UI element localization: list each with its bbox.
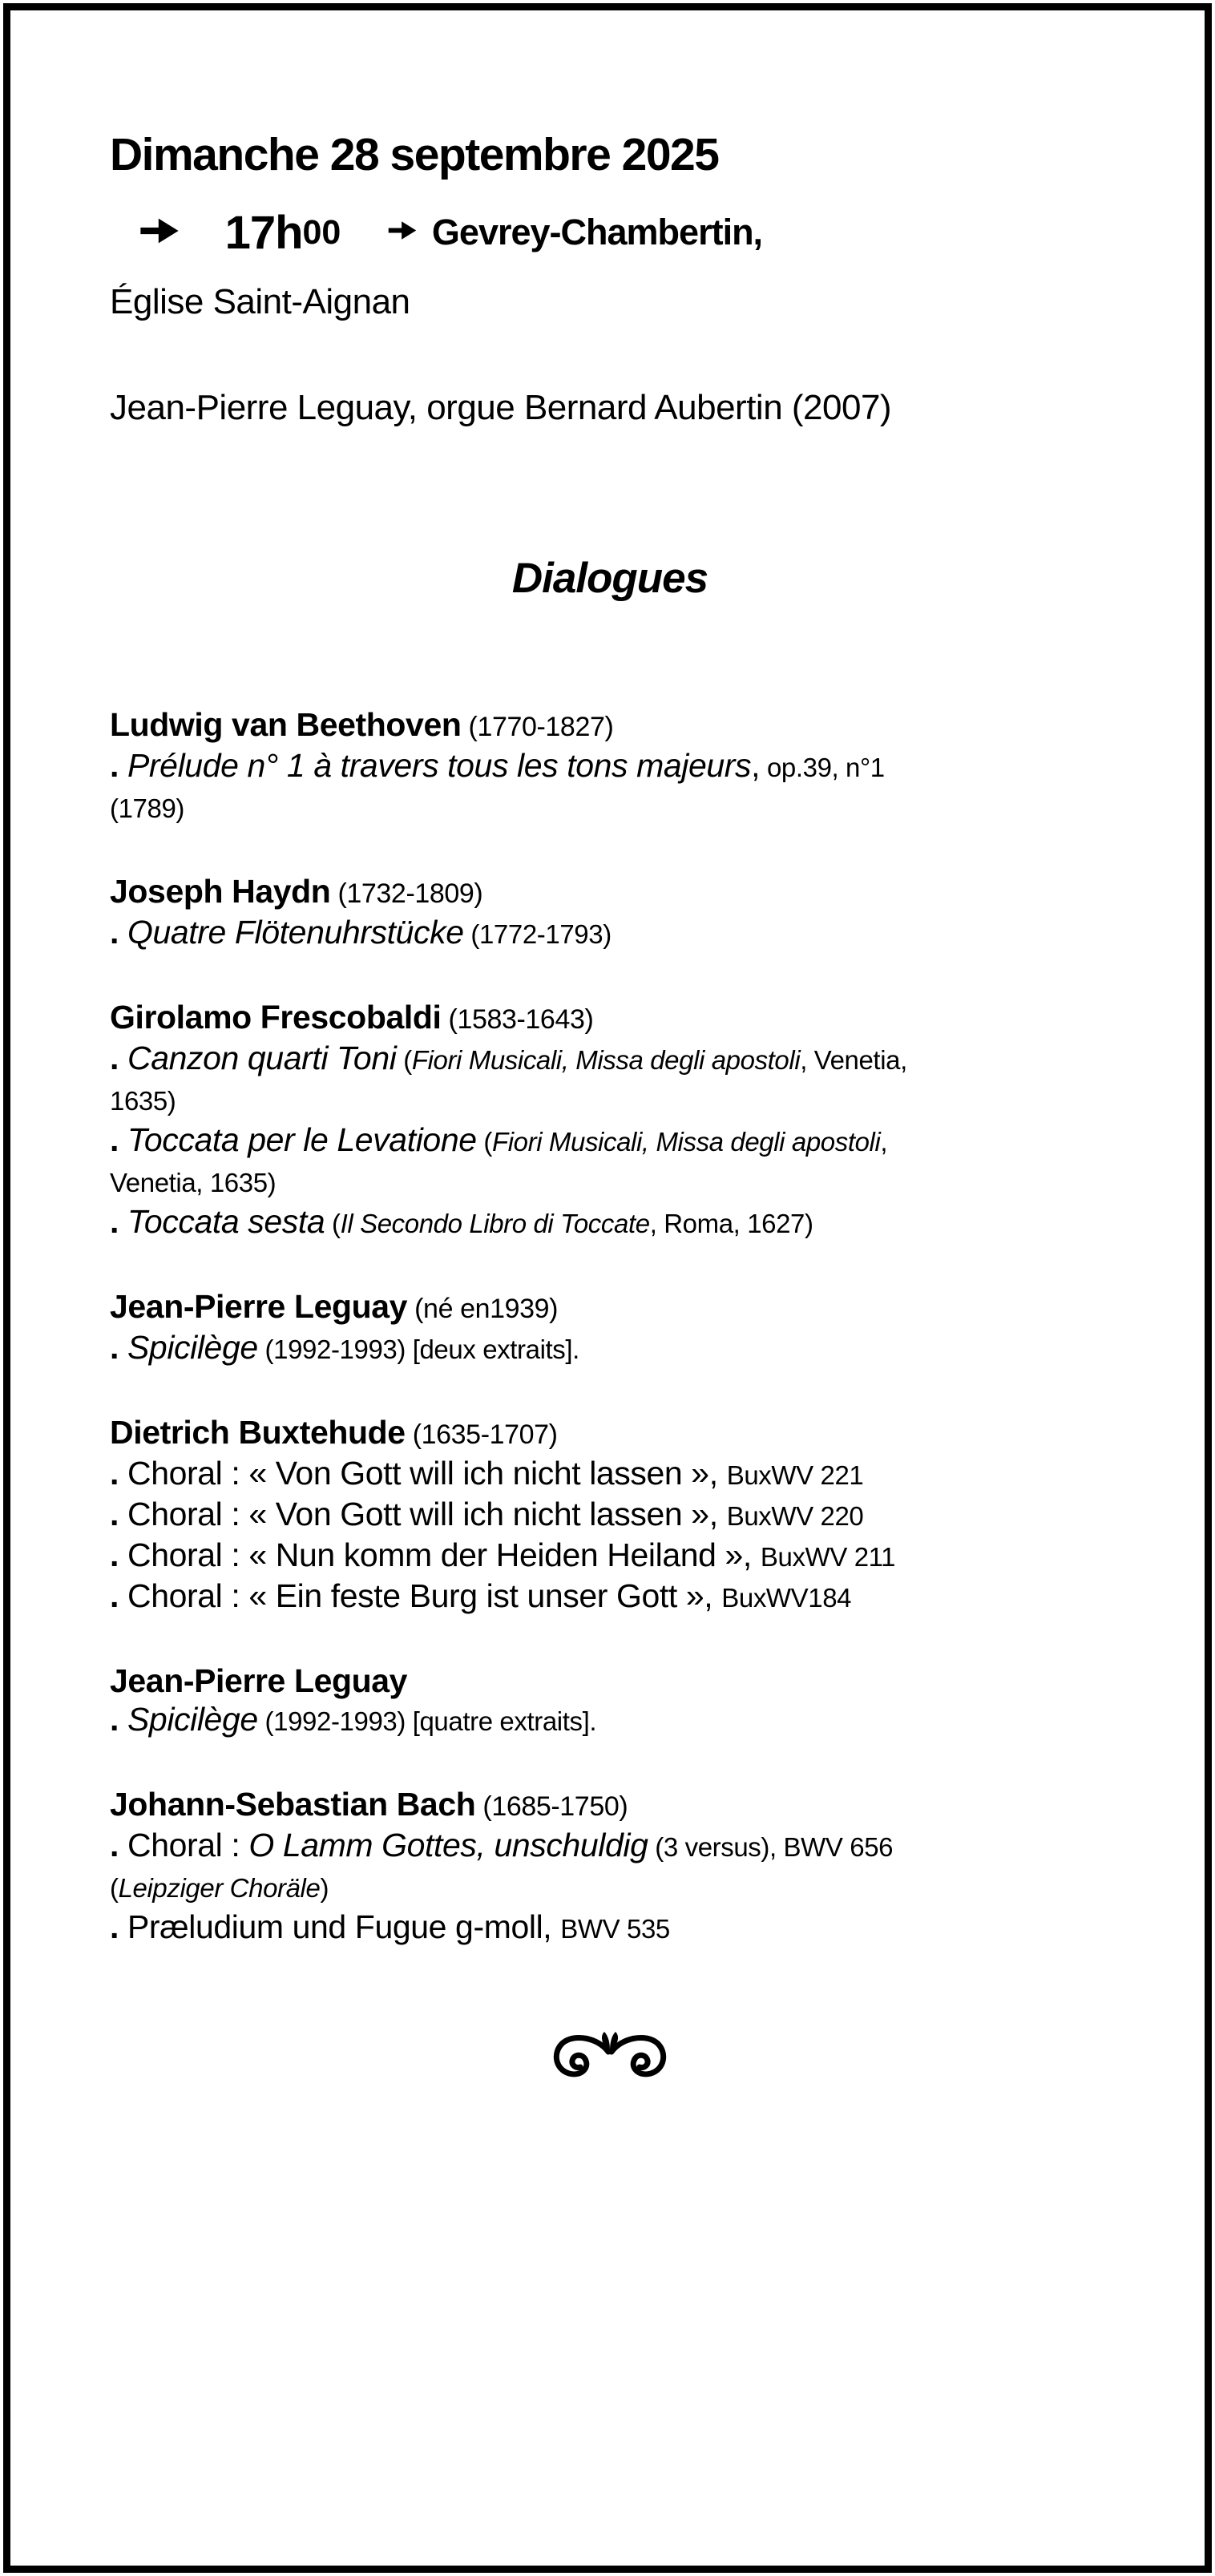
work-segment: BWV 535 xyxy=(560,1914,670,1944)
event-time-minutes: 00 xyxy=(302,212,341,252)
work-segment: Choral : « Von Gott will ich nicht lassen », xyxy=(127,1496,727,1533)
composer-line xyxy=(110,872,1110,913)
work-segment: 1635) xyxy=(110,1086,176,1116)
composer-line xyxy=(110,998,1110,1039)
work-segment: . xyxy=(110,1121,127,1159)
work-segment: Toccata per le Levatione xyxy=(127,1121,477,1159)
work-segment: Leipziger Choräle xyxy=(118,1873,321,1904)
program-section xyxy=(110,1287,1110,1369)
work-segment: . xyxy=(110,747,127,785)
work-segment: Spicilège xyxy=(127,1701,258,1738)
work-segment: . xyxy=(110,1329,127,1367)
work-line xyxy=(110,1039,1110,1120)
work-line xyxy=(110,1577,1110,1617)
composer-name: Joseph Haydn xyxy=(110,873,331,910)
program-title: Dialogues xyxy=(511,554,708,602)
composer-name: Jean-Pierre Leguay xyxy=(110,1662,408,1700)
program-section xyxy=(110,705,1110,828)
work-segment: . xyxy=(110,1203,127,1241)
program-page xyxy=(3,3,1212,2573)
venue: Église Saint-Aignan xyxy=(110,281,410,321)
composer-dates: (1685-1750) xyxy=(475,1791,628,1823)
work-segment: O Lamm Gottes, unschuldig xyxy=(248,1827,648,1864)
work-segment: Venetia, 1635) xyxy=(110,1168,277,1198)
work-segment: (1992-1993) [quatre extraits]. xyxy=(257,1706,597,1737)
work-line xyxy=(110,1328,1110,1369)
work-segment: Spicilège xyxy=(127,1329,258,1367)
program-section xyxy=(110,872,1110,954)
work-segment: BuxWV 211 xyxy=(760,1542,896,1573)
work-segment: Fiori Musicali, Missa degli apostoli xyxy=(411,1045,801,1076)
work-segment: , Roma, 1627) xyxy=(649,1209,813,1239)
work-segment: . xyxy=(110,1455,127,1492)
composer-name: Ludwig van Beethoven xyxy=(110,706,462,744)
work-segment: (1789) xyxy=(110,793,184,824)
work-segment: . xyxy=(110,1577,127,1615)
work-line xyxy=(110,1120,1110,1202)
event-location: Gevrey-Chambertin, xyxy=(431,212,763,253)
work-segment: ( xyxy=(110,1873,119,1904)
composer-line xyxy=(110,1785,1110,1826)
work-segment: . xyxy=(110,1908,127,1946)
work-segment: ( xyxy=(396,1045,412,1076)
work-line xyxy=(110,913,1110,954)
work-segment: , xyxy=(880,1127,888,1157)
composer-dates: (1732-1809) xyxy=(330,878,483,910)
work-segment: (3 versus), BWV 656 xyxy=(648,1832,894,1863)
composer-dates: (né en1939) xyxy=(407,1294,559,1325)
work-segment: Canzon quarti Toni xyxy=(127,1040,397,1077)
work-segment: Toccata sesta xyxy=(127,1203,325,1241)
composer-line xyxy=(110,1661,1110,1700)
work-segment: ( xyxy=(476,1127,492,1157)
work-segment: . xyxy=(110,914,127,951)
right-arrow-icon xyxy=(110,201,180,264)
work-segment: Il Secondo Libro di Toccate xyxy=(340,1209,650,1239)
performer-line: Jean-Pierre Leguay, orgue Bernard Aubertin (2007) xyxy=(110,387,892,427)
work-segment: Prélude n° 1 à travers tous les tons majeurs xyxy=(127,747,752,785)
work-segment: Choral : xyxy=(127,1827,249,1864)
work-segment: Fiori Musicali, Missa degli apostoli xyxy=(491,1127,881,1157)
work-line xyxy=(110,1536,1110,1577)
work-line xyxy=(110,1700,1110,1741)
composer-line xyxy=(110,1287,1110,1328)
work-line xyxy=(110,1202,1110,1243)
work-segment: ) xyxy=(320,1873,329,1904)
time-location-line xyxy=(110,201,1110,264)
composer-dates: (1635-1707) xyxy=(405,1419,558,1451)
composer-line xyxy=(110,1413,1110,1454)
composer-name: Dietrich Buxtehude xyxy=(110,1414,406,1452)
work-line xyxy=(110,1454,1110,1495)
date-title: Dimanche 28 septembre 2025 xyxy=(110,129,719,180)
work-segment: . xyxy=(110,1701,127,1738)
work-segment: . xyxy=(110,1040,127,1077)
composer-name: Girolamo Frescobaldi xyxy=(110,999,442,1036)
program-section xyxy=(110,1785,1110,1948)
composer-line xyxy=(110,705,1110,746)
program-section xyxy=(110,998,1110,1243)
work-segment: (1992-1993) [deux extraits]. xyxy=(257,1334,579,1365)
work-segment: Quatre Flötenuhrstücke xyxy=(127,914,464,951)
work-segment: . xyxy=(110,1496,127,1533)
work-segment: , Venetia, xyxy=(800,1045,907,1076)
work-segment: Choral : « Ein feste Burg ist unser Gott », xyxy=(127,1577,722,1615)
work-segment: BuxWV 221 xyxy=(726,1460,864,1491)
composer-dates: (1770-1827) xyxy=(461,712,614,743)
work-line xyxy=(110,1826,1110,1908)
event-time-hours: 17h xyxy=(224,206,303,259)
work-segment: Choral : « Von Gott will ich nicht lassen », xyxy=(127,1455,727,1492)
work-segment: Choral : « Nun komm der Heiden Heiland », xyxy=(127,1536,761,1574)
page-content xyxy=(10,10,1205,2085)
work-segment: (1772-1793) xyxy=(463,919,612,950)
work-segment: ( xyxy=(325,1209,341,1239)
work-segment: . xyxy=(110,1827,127,1864)
fleuron-divider-icon xyxy=(110,2030,1110,2085)
composer-name: Jean-Pierre Leguay xyxy=(110,1288,408,1326)
work-segment: BuxWV184 xyxy=(721,1583,852,1613)
composer-name: Johann-Sebastian Bach xyxy=(110,1786,476,1823)
work-segment: op.39, n°1 xyxy=(760,753,885,783)
work-line xyxy=(110,1908,1110,1948)
program-list xyxy=(110,705,1110,1948)
right-arrow-icon xyxy=(358,204,418,260)
program-section xyxy=(110,1661,1110,1741)
work-segment: , xyxy=(751,747,761,785)
work-segment: BuxWV 220 xyxy=(726,1501,864,1532)
program-section xyxy=(110,1413,1110,1617)
composer-dates: (1583-1643) xyxy=(441,1004,594,1036)
work-segment: . xyxy=(110,1536,127,1574)
work-line xyxy=(110,1495,1110,1536)
work-segment: Præludium und Fugue g-moll, xyxy=(127,1908,561,1946)
work-line xyxy=(110,746,1110,828)
